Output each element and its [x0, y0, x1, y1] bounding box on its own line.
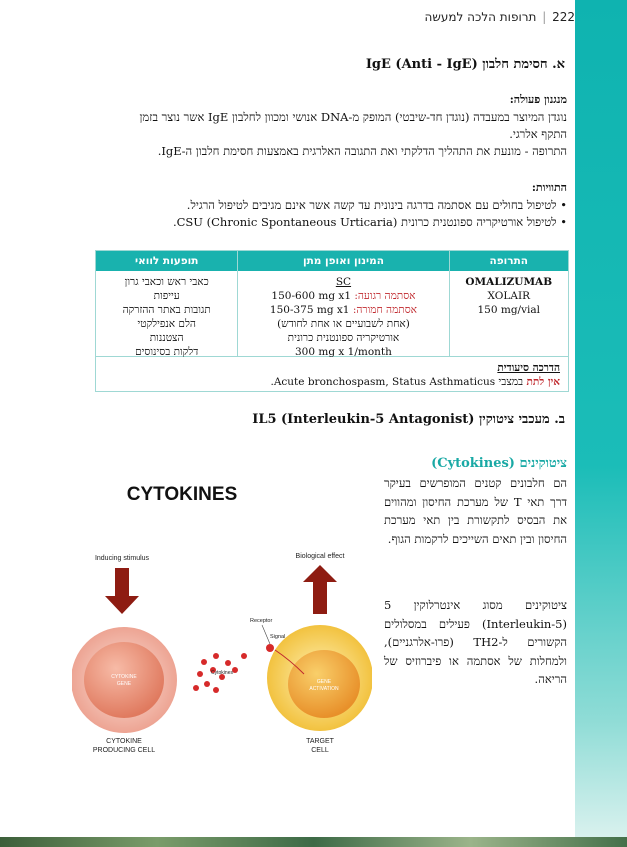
indication-item: • לטיפול בחולים עם אסתמה בדרגה בינונית עד קשה אשר אינם מגיבים לטיפול הרגיל.	[186, 198, 567, 212]
cytokines-figure	[72, 478, 372, 763]
cell-dose	[237, 271, 448, 356]
cell-side-effects	[96, 271, 237, 356]
side-effect: תגובות באתר ההזרקה	[122, 304, 211, 316]
target-nucleus-label-2: ACTIVATION	[309, 686, 339, 692]
side-effect: הצטננות	[149, 332, 184, 344]
side-color-strip	[575, 0, 627, 847]
cell-drug	[449, 271, 569, 356]
up-arrow-icon	[303, 565, 337, 614]
section-a-title: א. חסימת חלבון IgE (Anti - IgE)	[365, 57, 565, 72]
receptor-label: Receptor	[250, 618, 273, 624]
mechanism-text	[37, 109, 567, 160]
drug-brand: XOLAIR	[487, 290, 530, 302]
table-header-row	[96, 251, 568, 271]
nursing-text	[104, 375, 560, 389]
nursing-note	[96, 357, 568, 389]
section-b-title: ב. מעכבי ציטוקין IL5 (Interleukin-5 Antagonist)	[252, 412, 565, 427]
dose-severe	[238, 303, 448, 317]
indications-list	[37, 197, 567, 231]
drug-generic: OMALIZUMAB	[465, 276, 553, 288]
indication-item: • לטיפול אורטיקריה ספונטנית כרונית CSU (Chronic Spontaneous Urticaria).	[172, 215, 567, 229]
header-separator: |	[542, 10, 547, 24]
producing-caption-1: CYTOKINE	[106, 738, 142, 745]
drug-strength: 150 mg/vial	[477, 304, 540, 316]
dose-mild	[238, 289, 448, 303]
inducing-label: Inducing stimulus	[94, 555, 150, 562]
drug-table	[95, 250, 569, 392]
producing-cell-nucleus	[84, 642, 164, 718]
header-side-effects: תופעות לוואי	[134, 255, 199, 267]
side-effect: עייפות	[153, 290, 180, 302]
indications-heading: התוויות:	[531, 181, 567, 194]
dose-severe-label: אסתמה חמורה:	[352, 304, 417, 316]
mechanism-line: נוגדן המיוצר במעבדה (נוגדן חד-שיבטי) המופק מ-DNA אנושי ומכוון לחלבון IgE אשר נוצר בזמן	[139, 110, 567, 124]
nucleus-label-1: CYTOKINE	[111, 674, 137, 680]
side-effect: כאבי ראש וכאבי גרון	[124, 276, 209, 288]
header-dose: המינון ואופן מתן	[237, 251, 448, 271]
target-caption-2: CELL	[311, 747, 329, 754]
producing-caption-2: PRODUCING CELL	[92, 747, 156, 754]
dose-mild-label: אסתמה רגועה:	[354, 290, 416, 302]
cytokines-diagram	[72, 478, 372, 763]
table-row	[96, 271, 568, 357]
cytokines-paragraph-2: ציטוקינים מסוג אינטרלוקין 5 (Interleukin-5) פעילים במסלולים הקשורים ל-TH2 (פרו-אלרגניים), ולמחלות של אסתמה או פיברוזיס של הריאה.	[384, 598, 567, 686]
nursing-rest: במצבי Acute bronchospasm, Status Asthmaticus.	[270, 376, 524, 388]
mechanism-line: התרופה - מונעת את התהליך הדלקתי ואת התגובה האלרגית באמצעות חסימת חלבון ה-IgE.	[157, 144, 567, 158]
cytokines-label: Cytokines	[211, 670, 233, 676]
cytokines-paragraph-1: הם חלבונים קטנים המופרשים בעיקר דרך תאי T של מערכת החיסון ומהווים את הבסיס לתקשורת בין תאי מערכת החיסון ובין תאים השייכים לרקמות הגוף.	[384, 476, 567, 546]
dose-mild-value: 150-600 mg x1	[271, 290, 352, 302]
mechanism-line: התקף אלרגי.	[509, 127, 567, 141]
book-title: תרופות הלכה למעשה	[424, 10, 537, 24]
nursing-warning: אין לתת	[526, 376, 560, 388]
page-header	[405, 10, 575, 24]
bottom-decor-strip	[0, 837, 627, 847]
side-effect: דלקות בסינוסים	[135, 346, 199, 358]
target-caption-1: TARGET	[306, 738, 334, 745]
header-drug: התרופה	[449, 251, 569, 271]
dose-severe-value: 150-375 mg x1	[269, 304, 350, 316]
signal-label: Signal	[270, 634, 286, 640]
cytokines-title: ציטוקינים (Cytokines)	[431, 456, 567, 471]
nucleus-label-2: GENE	[116, 681, 132, 687]
dose-route: SC	[335, 276, 352, 288]
page-number: 222	[552, 10, 575, 24]
dose-urticaria-value: 300 mg x 1/month	[294, 346, 392, 358]
side-effect: הלם אנפילקטי	[137, 318, 196, 330]
biological-label: Biological effect	[295, 553, 345, 560]
mechanism-heading: מנגנון פעולה:	[509, 93, 567, 106]
figure-title: CYTOKINES	[126, 484, 238, 505]
target-nucleus-label-1: GENE	[316, 679, 332, 685]
down-arrow-icon	[105, 568, 139, 614]
dose-frequency: (אחת לשבועיים או אחת לחודש)	[277, 318, 410, 330]
receptor-bound-cytokine	[266, 644, 274, 652]
nursing-heading: הדרכה סיעודית	[497, 362, 560, 374]
dose-urticaria: אורטיקריה ספונטנית כרונית	[287, 332, 400, 344]
